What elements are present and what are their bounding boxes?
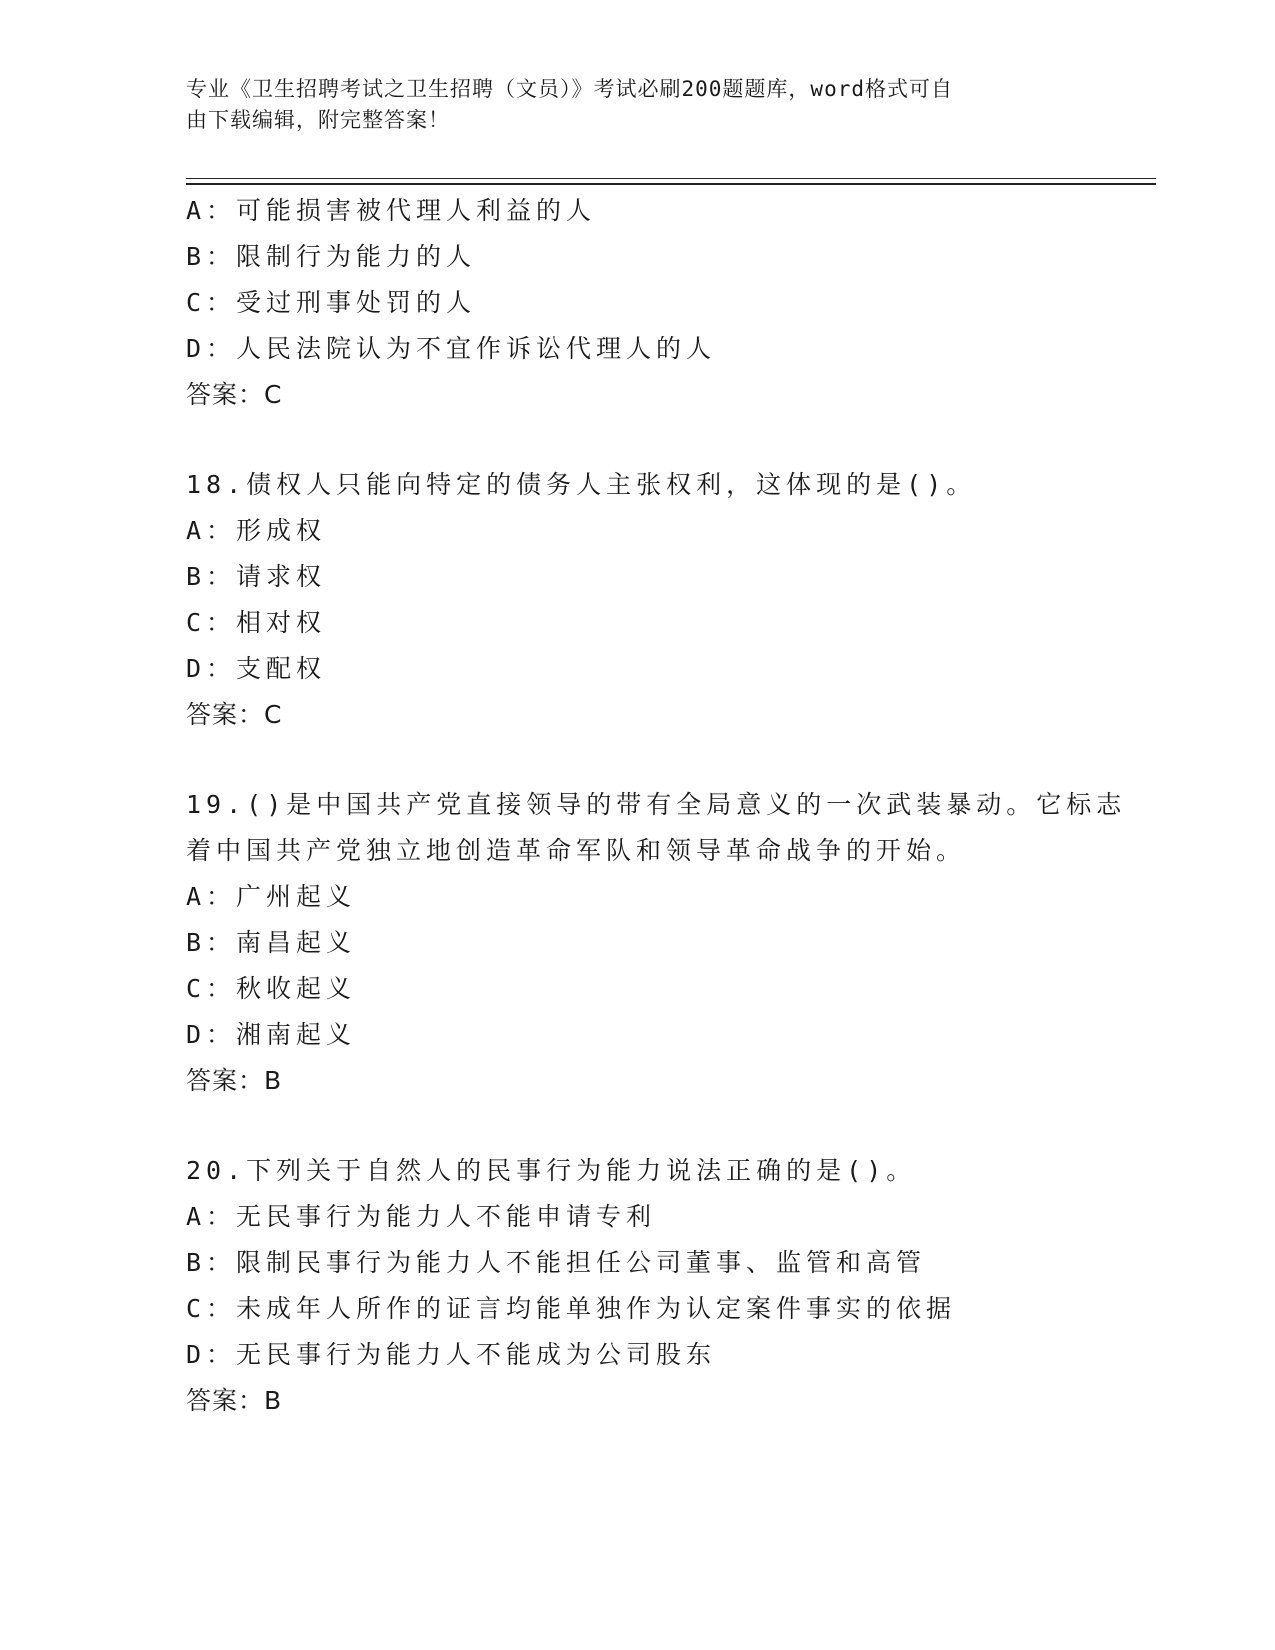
option-a: A：无民事行为能力人不能申请专利 — [186, 1202, 657, 1231]
option-d: D：人民法院认为不宜作诉讼代理人的人 — [186, 334, 717, 363]
option-a: A：形成权 — [186, 516, 327, 545]
header-line-2: 由下载编辑，附完整答案！ — [186, 108, 450, 132]
option-a: A：可能损害被代理人利益的人 — [186, 196, 597, 225]
option-a: A：广州起义 — [186, 882, 357, 911]
answer-line: 答案：C — [186, 700, 283, 729]
option-b: B：请求权 — [186, 562, 327, 591]
question-18 — [186, 462, 1086, 738]
option-b: B：限制行为能力的人 — [186, 242, 477, 271]
header-rule-thick — [186, 183, 1156, 185]
option-d: D：支配权 — [186, 654, 327, 683]
option-d: D：湘南起义 — [186, 1020, 357, 1049]
document-header — [186, 74, 1086, 136]
question-19 — [186, 782, 1127, 1104]
question-stem: 20.下列关于自然人的民事行为能力说法正确的是()。 — [186, 1156, 917, 1185]
option-c: C：相对权 — [186, 608, 327, 637]
option-b: B：限制民事行为能力人不能担任公司董事、监管和高管 — [186, 1248, 927, 1277]
answer-line: 答案：B — [186, 1386, 283, 1415]
option-c: C：未成年人所作的证言均能单独作为认定案件事实的依据 — [186, 1294, 957, 1323]
header-rule-thin — [186, 178, 1156, 179]
question-stem-line-1: 19.()是中国共产党直接领导的带有全局意义的一次武装暴动。它标志 — [186, 790, 1127, 819]
option-c: C：秋收起义 — [186, 974, 357, 1003]
option-b: B：南昌起义 — [186, 928, 357, 957]
header-line-1: 专业《卫生招聘考试之卫生招聘（文员）》考试必刷200题题库，word格式可自 — [186, 77, 953, 101]
question-20 — [186, 1148, 1086, 1424]
answer-line: 答案：C — [186, 380, 283, 409]
option-c: C：受过刑事处罚的人 — [186, 288, 477, 317]
question-17 — [186, 188, 1086, 418]
option-d: D：无民事行为能力人不能成为公司股东 — [186, 1340, 717, 1369]
question-stem-line-2: 着中国共产党独立地创造革命军队和领导革命战争的开始。 — [186, 836, 967, 865]
question-list — [186, 188, 1127, 1424]
question-stem: 18.债权人只能向特定的债务人主张权利，这体现的是()。 — [186, 470, 977, 499]
answer-line: 答案：B — [186, 1066, 283, 1095]
